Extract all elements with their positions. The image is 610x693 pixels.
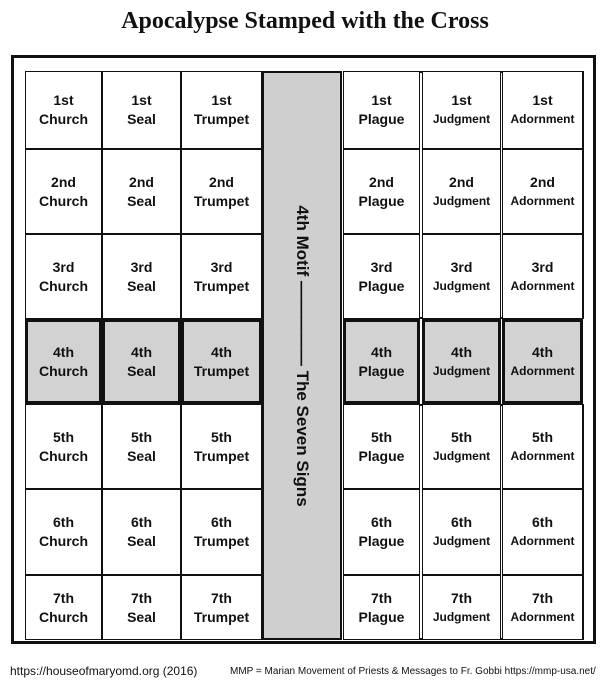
sign-cell-label xyxy=(39,513,88,551)
sign-cell xyxy=(502,489,583,575)
sign-cell xyxy=(102,404,181,489)
footer-source: https://houseofmaryomd.org (2016) xyxy=(10,664,198,678)
sign-category: Judgment xyxy=(432,278,491,293)
sign-cell-label xyxy=(511,258,575,296)
sign-cell-label xyxy=(511,589,575,627)
sign-ordinal: 2nd xyxy=(129,173,154,190)
sign-category: Seal xyxy=(127,277,156,294)
sign-ordinal: 3rd xyxy=(450,258,473,275)
sign-category: Seal xyxy=(127,111,156,127)
sign-ordinal: 3rd xyxy=(130,258,153,275)
sign-ordinal: 6th xyxy=(210,514,232,530)
sign-ordinal: 5th xyxy=(210,428,232,445)
sign-ordinal: 6th xyxy=(371,514,392,530)
sign-cell xyxy=(343,71,420,149)
sign-category: Judgment xyxy=(432,193,491,208)
sign-cell xyxy=(502,149,583,234)
sign-cell-label xyxy=(39,343,88,381)
sign-cell-label xyxy=(127,258,156,296)
sign-cell xyxy=(181,319,262,404)
sign-cell-label xyxy=(511,343,575,381)
sign-category: Judgment xyxy=(432,609,491,624)
sign-ordinal: 1st xyxy=(532,92,553,108)
sign-ordinal: 6th xyxy=(451,514,472,530)
sign-category: Plague xyxy=(358,277,405,294)
sign-category: Plague xyxy=(358,533,405,549)
sign-category: Adornment xyxy=(510,363,575,378)
sign-cell xyxy=(25,489,102,575)
sign-cell xyxy=(181,71,262,149)
diagram-title: Apocalypse Stamped with the Cross xyxy=(121,8,489,34)
sign-ordinal: 7th xyxy=(371,589,392,606)
sign-ordinal: 1st xyxy=(131,92,152,108)
sign-ordinal: 5th xyxy=(131,428,152,445)
sign-ordinal: 4th xyxy=(53,343,74,360)
sign-cell-label xyxy=(433,258,490,296)
sign-cell xyxy=(502,319,583,404)
sign-cell xyxy=(343,149,420,234)
sign-category: Church xyxy=(39,277,88,294)
sign-cell xyxy=(422,149,501,234)
sign-category: Adornment xyxy=(510,448,575,463)
sign-ordinal: 3rd xyxy=(210,258,233,275)
sign-cell xyxy=(422,234,501,319)
sign-category: Trumpet xyxy=(193,192,250,209)
sign-cell xyxy=(25,575,102,640)
sign-cell-label xyxy=(127,513,156,551)
sign-cell-label xyxy=(39,258,88,296)
sign-cell xyxy=(343,575,420,640)
sign-cell xyxy=(102,234,181,319)
sign-cell xyxy=(25,71,102,149)
sign-cell-label xyxy=(359,343,405,381)
sign-category: Church xyxy=(39,608,88,625)
sign-cell-label xyxy=(127,589,156,627)
sign-cell xyxy=(102,319,181,404)
sign-cell xyxy=(181,489,262,575)
sign-category: Seal xyxy=(127,608,156,625)
sign-cell-label xyxy=(194,258,249,296)
sign-cell-label xyxy=(511,173,575,211)
sign-ordinal: 7th xyxy=(532,589,553,606)
sign-ordinal: 5th xyxy=(451,428,472,445)
sign-category: Church xyxy=(39,111,88,127)
sign-ordinal: 1st xyxy=(451,92,472,108)
sign-cell xyxy=(502,234,583,319)
sign-category: Seal xyxy=(127,362,156,379)
sign-cell xyxy=(502,575,583,640)
sign-category: Trumpet xyxy=(193,533,250,549)
sign-cell xyxy=(102,575,181,640)
sign-cell-label xyxy=(433,513,490,551)
sign-cell xyxy=(422,71,501,149)
sign-ordinal: 6th xyxy=(53,514,74,530)
sign-category: Church xyxy=(39,362,88,379)
sign-ordinal: 4th xyxy=(532,343,553,360)
sign-cell xyxy=(343,234,420,319)
center-column-label: 4th Motif ————— The Seven Signs xyxy=(293,204,312,507)
sign-cell-label xyxy=(433,173,490,211)
sign-cell xyxy=(422,404,501,489)
sign-category: Adornment xyxy=(510,193,575,208)
sign-category: Adornment xyxy=(510,112,575,126)
footer-credit: MMP = Marian Movement of Priests & Messages to Fr. Gobbi https://mmp-usa.net/ xyxy=(230,666,596,677)
sign-category: Seal xyxy=(127,533,156,549)
sign-cell xyxy=(102,71,181,149)
sign-category: Judgment xyxy=(432,448,491,463)
sign-ordinal: 7th xyxy=(210,589,232,606)
sign-category: Plague xyxy=(358,362,405,379)
sign-category: Seal xyxy=(127,192,156,209)
sign-ordinal: 5th xyxy=(53,428,74,445)
sign-ordinal: 4th xyxy=(131,343,152,360)
sign-cell-label xyxy=(511,91,575,129)
sign-category: Trumpet xyxy=(193,608,250,625)
sign-cell-label xyxy=(359,589,405,627)
sign-category: Trumpet xyxy=(193,111,250,127)
sign-cell xyxy=(181,149,262,234)
sign-cell-label xyxy=(433,589,490,627)
sign-cell xyxy=(181,404,262,489)
sign-cell xyxy=(343,404,420,489)
sign-ordinal: 3rd xyxy=(370,258,393,275)
sign-category: Judgment xyxy=(432,534,491,548)
sign-ordinal: 5th xyxy=(371,428,392,445)
sign-cell-label xyxy=(359,428,405,466)
sign-cell xyxy=(422,575,501,640)
sign-cell-label xyxy=(194,513,249,551)
sign-cell-label xyxy=(359,513,405,551)
sign-ordinal: 3rd xyxy=(52,258,75,275)
sign-ordinal: 1st xyxy=(371,92,392,108)
sign-category: Plague xyxy=(358,111,405,127)
sign-category: Plague xyxy=(358,447,405,464)
sign-ordinal: 4th xyxy=(210,343,232,360)
sign-cell-label xyxy=(433,428,490,466)
sign-category: Seal xyxy=(127,447,156,464)
sign-ordinal: 2nd xyxy=(369,173,394,190)
sign-category: Plague xyxy=(358,608,405,625)
sign-ordinal: 4th xyxy=(371,343,392,360)
sign-category: Trumpet xyxy=(193,277,250,294)
sign-ordinal: 7th xyxy=(53,589,74,606)
sign-cell xyxy=(422,489,501,575)
sign-cell xyxy=(25,404,102,489)
sign-category: Adornment xyxy=(510,534,575,548)
sign-cell-label xyxy=(127,173,156,211)
sign-ordinal: 7th xyxy=(451,589,472,606)
sign-cell-label xyxy=(194,428,249,466)
sign-ordinal: 2nd xyxy=(449,173,474,190)
sign-cell-label xyxy=(433,343,490,381)
sign-ordinal: 4th xyxy=(451,343,472,360)
sign-cell-label xyxy=(511,513,575,551)
sign-cell-label xyxy=(39,91,88,129)
sign-cell xyxy=(25,319,102,404)
center-column xyxy=(262,71,342,640)
sign-cell xyxy=(102,149,181,234)
sign-ordinal: 6th xyxy=(532,514,553,530)
sign-category: Adornment xyxy=(510,609,575,624)
sign-cell-label xyxy=(127,91,156,129)
sign-category: Trumpet xyxy=(193,362,250,379)
sign-category: Church xyxy=(39,192,88,209)
sign-cell-label xyxy=(194,589,249,627)
sign-ordinal: 2nd xyxy=(209,173,234,190)
sign-cell-label xyxy=(39,589,88,627)
sign-category: Judgment xyxy=(432,363,491,378)
sign-ordinal: 5th xyxy=(532,428,553,445)
sign-ordinal: 3rd xyxy=(531,258,554,275)
sign-cell-label xyxy=(359,173,405,211)
sign-cell xyxy=(502,71,583,149)
sign-category: Church xyxy=(39,447,88,464)
sign-cell xyxy=(343,319,420,404)
sign-cell xyxy=(25,149,102,234)
sign-category: Adornment xyxy=(510,278,575,293)
sign-cell xyxy=(343,489,420,575)
sign-cell xyxy=(502,404,583,489)
sign-cell xyxy=(181,234,262,319)
sign-category: Plague xyxy=(358,192,405,209)
sign-cell-label xyxy=(127,343,156,381)
sign-cell xyxy=(102,489,181,575)
sign-cell-label xyxy=(194,91,249,129)
sign-cell xyxy=(181,575,262,640)
sign-ordinal: 7th xyxy=(131,589,152,606)
sign-cell-label xyxy=(194,343,249,381)
sign-cell-label xyxy=(194,173,249,211)
sign-category: Trumpet xyxy=(193,447,250,464)
sign-cell-label xyxy=(511,428,575,466)
sign-cell-label xyxy=(127,428,156,466)
sign-ordinal: 2nd xyxy=(530,173,555,190)
sign-cell-label xyxy=(359,91,405,129)
sign-category: Church xyxy=(39,533,88,549)
sign-cell-label xyxy=(39,173,88,211)
sign-ordinal: 2nd xyxy=(51,173,76,190)
sign-ordinal: 1st xyxy=(211,92,232,108)
sign-category: Judgment xyxy=(432,112,491,126)
sign-ordinal: 6th xyxy=(131,514,152,530)
sign-cell-label xyxy=(433,91,490,129)
sign-cell-label xyxy=(359,258,405,296)
sign-cell-label xyxy=(39,428,88,466)
sign-cell xyxy=(422,319,501,404)
sign-ordinal: 1st xyxy=(53,92,74,108)
sign-cell xyxy=(25,234,102,319)
